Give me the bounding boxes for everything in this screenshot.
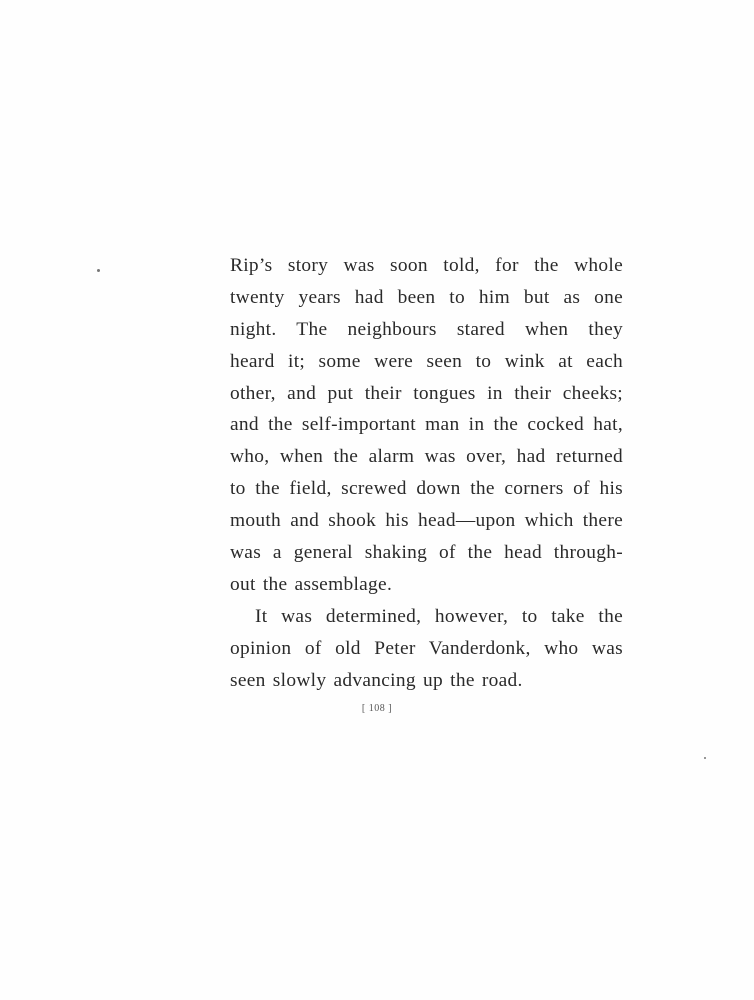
text-line: night. The neighbours stared when they: [230, 318, 623, 340]
text-line: was a general shaking of the head through-: [230, 542, 623, 564]
text-line: twenty years had been to him but as one: [230, 286, 623, 308]
text-line: mouth and shook his head—upon which there: [230, 510, 623, 532]
text-line: to the field, screwed down the corners of his: [230, 478, 623, 500]
text-line: heard it; some were seen to wink at each: [230, 350, 623, 372]
text-line: Rip’s story was soon told, for the whole: [230, 255, 623, 276]
print-speck: [704, 757, 706, 759]
text-line: other, and put their tongues in their cheeks;: [230, 382, 623, 404]
text-line: and the self-important man in the cocked hat,: [230, 414, 623, 436]
text-line: out the assemblage.: [230, 573, 393, 595]
text-line: seen slowly advancing up the road.: [230, 669, 523, 691]
text-line: It was determined, however, to take the: [255, 605, 623, 627]
text-line: opinion of old Peter Vanderdonk, who was: [230, 637, 623, 659]
print-speck: [97, 269, 100, 272]
body-text: [230, 250, 623, 696]
page-number: [ 108 ]: [361, 703, 393, 714]
text-line: who, when the alarm was over, had returned: [230, 446, 623, 468]
